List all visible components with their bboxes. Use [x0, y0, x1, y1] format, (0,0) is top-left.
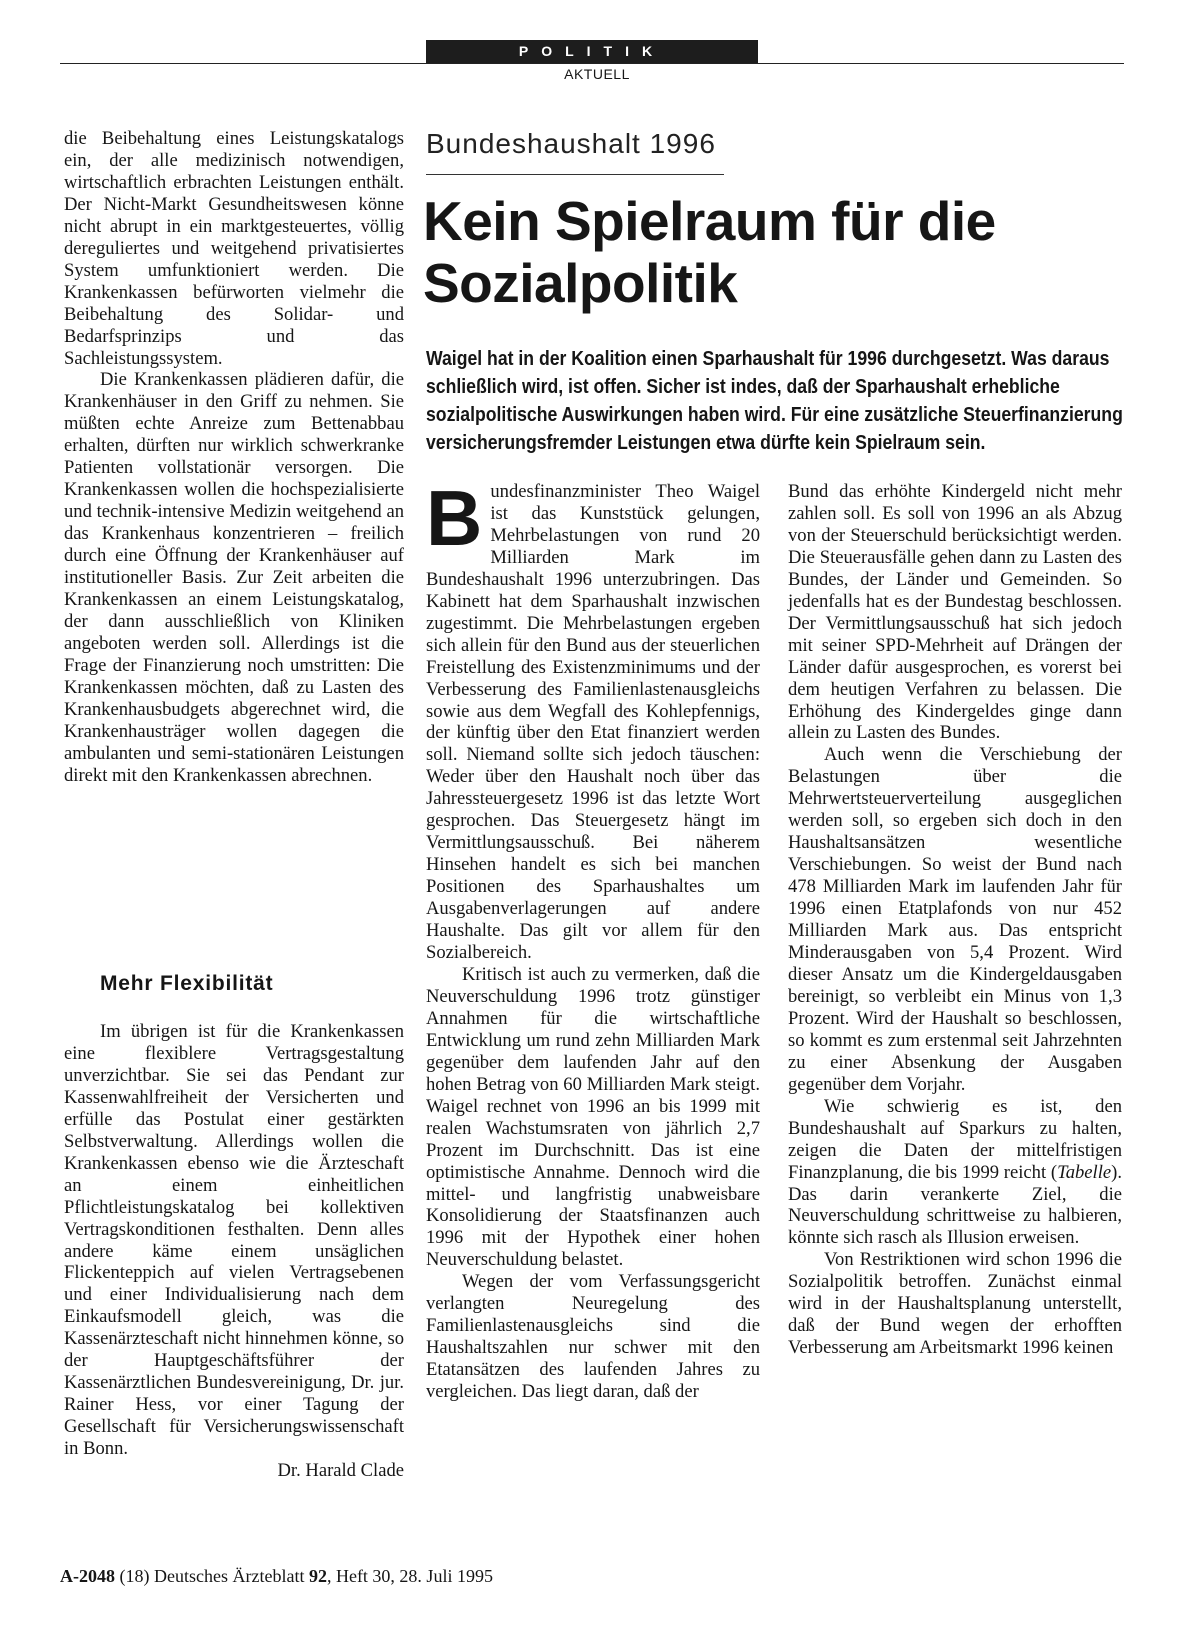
- article-paragraph: Wegen der vom Verfassungsgericht verlangten Neuregelung des Familienlastenausgleichs sind die Haushaltszahlen nur schwer mit den Etatansätzen des laufenden Jahres zu vergleichen. Das liegt daran, daß der: [426, 1271, 760, 1403]
- article-paragraph: [426, 474, 760, 964]
- article-column-2: [426, 474, 760, 1403]
- article-paragraph-text: undesfinanzminister Theo Waigel ist das Kunststück gelungen, Mehrbelastungen von rund 20 Milliarden Mark im Bundeshaushalt 1996 unterzubringen. Das Kabinett hat dem Sparhaushalt inzwischen zugestimmt. Die Mehrbelastungen ergeben sich allein für den Bund aus der steuerlichen Freistellung des Existenzminimums und der Verbesserung des Familienlastenausgleichs sowie aus dem Wegfall des Kohlepfennigs, der künftig über den Etat finanziert werden soll. Niemand sollte sich jedoch täuschen: Weder über den Haushalt noch über das Jahressteuergesetz 1996 ist das letzte Wort gesprochen. Das Steuergesetz hängt im Vermittlungsausschuß. Bei näherem Hinsehen handelt es sich bei manchen Positionen des Sparhaushaltes um Ausgabenverlagerungen auf andere Haushalte. Das gilt vor allem für den Sozialbereich.: [426, 481, 760, 964]
- article-lead: Waigel hat in der Koalition einen Sparhaushalt für 1996 durchgesetzt. Was daraus schließlich wird, ist offen. Sicher ist indes, daß der Sparhaushalt erhebliche sozialpolitische Auswirkungen haben wird. Für eine zusätzliche Steuerfinanzierung versicherungsfremder Leistungen etwa dürfte kein Spielraum sein.: [426, 347, 1123, 454]
- article-paragraph: Bund das erhöhte Kindergeld nicht mehr zahlen soll. Es soll von 1996 an als Abzug von der Steuerschuld berücksichtigt werden. Die Steuerausfälle gehen dann zu Lasten des Bundes, der Länder und Gemeinden. So jedenfalls hat es der Bundestag beschlossen. Der Vermittlungsausschuß hat sich jedoch mit seiner SPD-Mehrheit auf Drängen der Länder dafür ausgesprochen, es vorerst bei dem heutigen Verfahren zu belassen. Die Erhöhung des Kindergeldes ginge dann allein zu Lasten des Bundes.: [788, 481, 1122, 744]
- page-number: (18): [119, 1566, 150, 1586]
- previous-paragraph: Im übrigen ist für die Krankenkassen eine flexiblere Vertragsgestaltung unverzichtbar. Sie sei das Pendant zur Kassenwahlfreiheit der Versicherten und erfülle das Postulat einer gestärkten Selbstverwaltung. Allerdings wollen die Krankenkassen ebenso wie die Ärzteschaft an einem einheitlichen Pflichtleistungskatalog bei kollektiven Vertragskonditionen festhalten. Denn alles andere käme einem unsäglichen Flickenteppich auf vielen Vertragsebenen und einer Individualisierung nach dem Einkaufsmodell gleich, was die Kassenärzteschaft nicht hinnehmen könne, so der Hauptgeschäftsführer der Kassenärztlichen Bundesvereinigung, Dr. jur. Rainer Hess, vor einer Tagung der Gesellschaft für Versicherungswissenschaft in Bonn.: [64, 1021, 404, 1460]
- article-kicker: Bundeshaushalt 1996: [426, 128, 716, 159]
- paragraph-text: ). Das darin verankerte Ziel, die Neuverschuldung schrittweise zu halbieren, könnte sich rasch als Illusion erweisen.: [788, 1161, 1122, 1249]
- journal-volume: 92: [308, 1566, 327, 1586]
- previous-article-column-continued: [64, 1021, 404, 1482]
- section-rubric: POLITIK: [426, 40, 758, 63]
- table-reference: Tabelle: [1057, 1161, 1112, 1183]
- issue-info: , Heft 30, 28. Juli 1995: [326, 1566, 493, 1586]
- article-paragraph: Kritisch ist auch zu vermerken, daß die Neuverschuldung 1996 trotz günstiger Annahmen für die wirtschaftliche Entwicklung um rund zehn Milliarden Mark gegenüber dem laufenden Jahr auf den hohen Betrag von 60 Milliarden Mark steigt. Waigel rechnet von 1996 an bis 1999 mit realen Wachstumsraten von jährlich 2,7 Prozent im Durchschnitt. Das ist eine optimistische Annahme. Dennoch wird die mittel- und langfristig unabweisbare Konsolidierung der Staatsfinanzen auch 1996 mit der Hypothek einer hohen Neuverschuldung belastet.: [426, 963, 760, 1271]
- signoff: [64, 1460, 404, 1482]
- article-paragraph: Von Restriktionen wird schon 1996 die Sozialpolitik betroffen. Zunächst einmal wird in der Haushaltsplanung unterstellt, daß der Bund wegen der erhofften Verbesserung am Arbeitsmarkt 1996 keinen: [788, 1249, 1122, 1359]
- previous-article-column: [64, 128, 404, 787]
- paragraph-text: Wie schwierig es ist, den Bundeshaushalt auf Sparkurs zu halten, zeigen die Daten der mittelfristigen Finanzplanung, die bis 1999 reicht (: [788, 1095, 1122, 1183]
- page-code: A-2048: [60, 1566, 115, 1586]
- journal-name: Deutsches Ärzteblatt: [154, 1566, 305, 1586]
- page-footer: [60, 1566, 493, 1587]
- article-headline: Kein Spielraum für die Sozialpolitik: [423, 190, 996, 314]
- article-paragraph: [788, 1096, 1122, 1250]
- previous-paragraph: die Beibehaltung eines Leistungskatalogs ein, der alle medizinisch notwendigen, wirtschaftlich erbrachten Leistungen enthält. Der Nicht-Markt Gesundheitswesen könne nicht abrupt in ein marktgesteuertes, völlig dereguliertes und weitgehend privatisiertes System umfunktioniert werden. Die Krankenkassen befürworten vielmehr die Beibehaltung des Solidar- und Bedarfsprinzips und das Sachleistungssystem.: [64, 128, 404, 369]
- subheading: Mehr Flexibilität: [100, 972, 274, 995]
- section-label: AKTUELL: [564, 66, 630, 82]
- author-name: Dr. Harald Clade: [277, 1460, 404, 1482]
- previous-paragraph: Die Krankenkassen plädieren dafür, die Krankenhäuser in den Griff zu nehmen. Sie müßten echte Anreize zum Bettenabbau erhalten, dürften nur wirklich schwerkranke Patienten vollstationär versorgen. Die Krankenkassen wollen die hochspezialisierte und technik-intensive Medizin weitgehend an das Krankenhaus konzentrieren – freilich durch eine Öffnung der Krankenhäuser auf institutioneller Basis. Zur Zeit arbeiten die Krankenkassen an einem Leistungskatalog, der dann ausschließlich von Kliniken angeboten werden soll. Allerdings ist die Frage der Finanzierung noch umstritten: Die Krankenkassen möchten, daß zu Lasten des Krankenhausbudgets abgerechnet wird, die Krankenhausträger wollen dagegen die ambulanten und semi-stationären Leistungen direkt mit den Krankenkassen abrechnen.: [64, 369, 404, 786]
- drop-cap: B: [426, 474, 483, 562]
- header-rule: [60, 63, 1124, 64]
- article-column-3: [788, 481, 1122, 1359]
- article-paragraph: Auch wenn die Verschiebung der Belastungen über die Mehrwertsteuerverteilung ausgeglichen werden soll, so ergeben sich doch in den Haushaltsansätzen wesentliche Verschiebungen. So weist der Bund nach 478 Milliarden Mark im laufenden Jahr für 1996 einen Etatplafonds von nur 452 Milliarden Mark aus. Das entspricht Minderausgaben von 5,4 Prozent. Wird dieser Ansatz um die Kindergeldausgaben bereinigt, so verbleibt ein Minus von 1,3 Prozent. Wird der Haushalt so beschlossen, so kommt es zum erstenmal seit Jahrzehnten zu einer Absenkung der Ausgaben gegenüber dem Vorjahr.: [788, 744, 1122, 1095]
- kicker-rule: [426, 174, 724, 175]
